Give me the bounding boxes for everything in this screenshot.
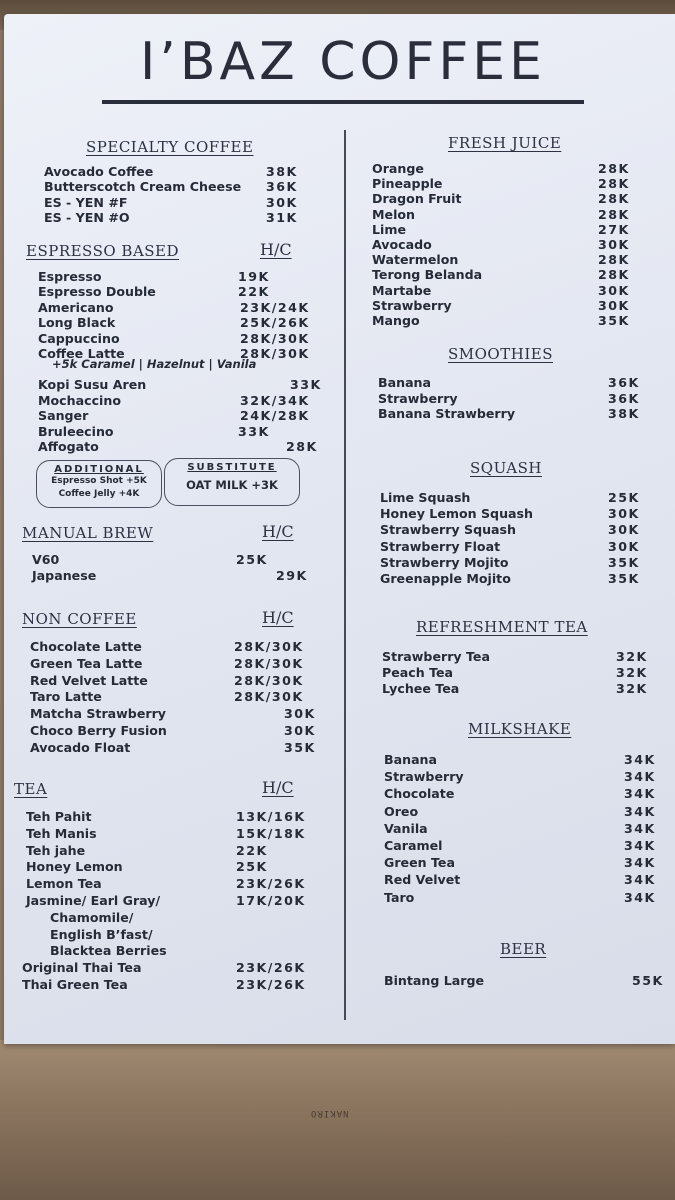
menu-item-name: Blacktea Berries — [50, 943, 167, 959]
menu-item-name: ES - YEN #O — [44, 209, 130, 225]
menu-item-name: Teh Pahit — [26, 809, 92, 824]
menu-item-price: 34K — [624, 769, 656, 785]
menu-item-name: Avocado Float — [30, 739, 131, 755]
menu-title: I’BAZ COFFEE — [139, 32, 547, 92]
menu-item-price: 35K — [284, 739, 316, 755]
menu-item-name: Lychee Tea — [382, 681, 460, 697]
menu-item-price: 34K — [624, 803, 656, 819]
menu-item-price: 36K — [266, 179, 298, 195]
menu-item-name: Strawberry — [384, 769, 464, 785]
menu-item-price: 34K — [624, 872, 656, 888]
menu-item-name: Espresso Double — [38, 284, 156, 300]
menu-item-name: Banana — [378, 375, 432, 390]
menu-item-name: Watermelon — [372, 252, 459, 268]
menu-item-price: 28K/30K — [234, 655, 304, 671]
additional-line: Coffee Jelly +4K — [58, 489, 140, 499]
menu-item-name: Bintang Large — [384, 973, 485, 988]
substitute-heading: SUBSTITUTE — [187, 462, 277, 473]
menu-item-name: Orange — [372, 161, 424, 176]
menu-item-name: Affogato — [38, 439, 99, 454]
menu-item-price: 30K — [608, 538, 640, 554]
menu-item-price: 32K/34K — [240, 392, 310, 408]
menu-item-name: Strawberry — [372, 297, 452, 313]
menu-item-name: ES - YEN #F — [44, 194, 128, 210]
menu-item-name: Americano — [38, 299, 114, 315]
menu-item-name: Kopi Susu Aren — [38, 377, 147, 393]
menu-item-name: Mango — [372, 313, 420, 328]
menu-item-price: 32K — [616, 649, 648, 664]
hot-cold-label: H/C — [262, 522, 294, 541]
table-surface — [0, 1040, 675, 1200]
additional-heading: ADDITIONAL — [54, 464, 144, 475]
menu-item-name: Green Tea Latte — [30, 655, 143, 671]
menu-item-name: Vanila — [384, 820, 428, 836]
section-heading-beer: BEER — [500, 940, 547, 958]
menu-item-price: 15K/18K — [236, 825, 306, 841]
menu-item-price: 22K — [238, 284, 270, 300]
menu-item-price: 25K — [236, 552, 268, 567]
menu-item-price: 34K — [624, 820, 656, 836]
menu-item-price: 33K — [238, 423, 270, 439]
menu-item-price: 30K — [284, 706, 316, 722]
menu-item-name: Taro — [384, 889, 415, 905]
menu-item-name: Sanger — [38, 408, 89, 424]
menu-item-price: 30K — [266, 194, 298, 210]
menu-item-price: 27K — [598, 221, 630, 237]
menu-item-name: English B’fast/ — [50, 926, 153, 942]
substitute-box — [164, 458, 300, 506]
menu-item-price: 28K — [598, 191, 630, 207]
menu-item-name: Red Velvet Latte — [30, 672, 148, 688]
menu-item-price: 38K — [266, 164, 298, 179]
menu-item-name: Pineapple — [372, 176, 443, 192]
menu-item-price: 35K — [598, 313, 630, 328]
menu-item-name: Matcha Strawberry — [30, 706, 166, 722]
menu-item-price: 28K/30K — [240, 330, 310, 346]
menu-item-price: 22K — [236, 842, 268, 858]
menu-item-price: 28K/30K — [240, 346, 310, 361]
menu-item-price: 28K — [598, 206, 630, 222]
section-heading-squash: SQUASH — [470, 459, 542, 477]
menu-item-name: Espresso — [38, 269, 102, 284]
column-divider — [344, 130, 346, 1020]
menu-item-name: Greenapple Mojito — [380, 571, 511, 586]
menu-item-name: Avocado Coffee — [44, 164, 154, 179]
menu-item-price: 13K/16K — [236, 809, 306, 824]
menu-item-name: Banana Strawberry — [378, 406, 516, 422]
menu-item-name: Coffee Latte — [38, 346, 125, 361]
menu-item-name: Chamomile/ — [50, 909, 134, 925]
menu-item-name: Melon — [372, 206, 416, 222]
menu-item-price: 34K — [624, 855, 656, 871]
menu-item-name: V60 — [32, 552, 60, 567]
menu-item-name: Peach Tea — [382, 665, 454, 681]
menu-item-price: 32K — [616, 665, 648, 681]
menu-sheet — [4, 14, 675, 1044]
menu-item-price: 30K — [608, 522, 640, 538]
menu-item-name: Dragon Fruit — [372, 191, 462, 207]
menu-item-price: 28K — [598, 252, 630, 268]
menu-item-price: 29K — [276, 568, 308, 583]
sleeve-stamp: NAKIRO — [310, 1108, 349, 1118]
menu-item-price: 35K — [608, 571, 640, 586]
menu-item-name: Cappuccino — [38, 330, 120, 346]
menu-item-name: Lime Squash — [380, 490, 471, 505]
menu-item-price: 23K/24K — [240, 299, 310, 315]
menu-item-price: 28K — [286, 439, 318, 454]
additional-line: Espresso Shot +5K — [51, 476, 147, 486]
menu-item-price: 28K — [598, 176, 630, 192]
menu-item-name: Green Tea — [384, 855, 455, 871]
menu-item-name: Strawberry Squash — [380, 522, 517, 538]
menu-item-price: 36K — [608, 390, 640, 406]
menu-item-price: 25K — [608, 490, 640, 505]
additional-box — [36, 460, 162, 508]
hot-cold-label: H/C — [262, 778, 294, 797]
espresso-flavor-note: +5k Caramel | Hazelnut | Vanila — [52, 357, 257, 371]
menu-item-price: 17K/20K — [236, 893, 306, 908]
menu-item-price: 30K — [598, 297, 630, 313]
section-heading-tea: TEA — [14, 780, 48, 798]
menu-item-name: Mochaccino — [38, 392, 121, 408]
menu-item-name: Long Black — [38, 315, 116, 331]
menu-item-name: Avocado — [372, 237, 432, 252]
menu-item-price: 30K — [598, 282, 630, 298]
menu-item-price: 25K — [236, 859, 268, 875]
menu-item-price: 30K — [608, 506, 640, 522]
hot-cold-label: H/C — [260, 240, 292, 259]
menu-item-price: 28K/30K — [234, 672, 304, 688]
menu-item-name: Terong Belanda — [372, 267, 483, 283]
menu-item-name: Oreo — [384, 803, 419, 819]
menu-item-price: 30K — [284, 723, 316, 738]
section-heading-smoothies: SMOOTHIES — [448, 345, 553, 363]
menu-item-price: 32K — [616, 681, 648, 697]
menu-item-price: 34K — [624, 752, 656, 767]
menu-item-price: 23K/26K — [236, 977, 306, 992]
menu-item-price: 28K/30K — [234, 639, 304, 654]
menu-item-price: 23K/26K — [236, 876, 306, 892]
menu-item-name: Banana — [384, 752, 438, 767]
menu-item-price: 38K — [608, 406, 640, 422]
menu-item-name: Teh jahe — [26, 842, 86, 858]
hot-cold-label: H/C — [262, 608, 294, 627]
menu-item-price: 19K — [238, 269, 270, 284]
menu-item-name: Thai Green Tea — [22, 977, 128, 992]
menu-item-name: Lime — [372, 221, 407, 237]
menu-item-name: Chocolate Latte — [30, 639, 142, 654]
menu-item-name: Strawberry Mojito — [380, 554, 509, 570]
menu-item-name: Chocolate — [384, 786, 455, 802]
menu-item-price: 31K — [266, 209, 298, 225]
menu-item-price: 34K — [624, 889, 656, 905]
menu-item-price: 30K — [598, 237, 630, 252]
menu-item-name: Taro Latte — [30, 689, 102, 705]
menu-item-name: Lemon Tea — [26, 876, 102, 892]
menu-item-name: Strawberry Float — [380, 538, 501, 554]
menu-item-name: Bruleecino — [38, 423, 114, 439]
title-underline — [102, 100, 584, 104]
menu-item-name: Caramel — [384, 838, 443, 853]
section-heading-espresso: ESPRESSO BASED — [26, 242, 180, 260]
menu-item-name: Japanese — [32, 568, 97, 583]
menu-item-name: Martabe — [372, 282, 432, 298]
menu-item-name: Butterscotch Cream Cheese — [44, 179, 242, 195]
section-heading-non-coffee: NON COFFEE — [22, 610, 137, 628]
menu-item-price: 35K — [608, 554, 640, 570]
substitute-line: OAT MILK +3K — [186, 478, 278, 492]
menu-item-price: 33K — [290, 377, 322, 393]
menu-item-name: Original Thai Tea — [22, 960, 142, 976]
menu-item-name: Red Velvet — [384, 872, 461, 888]
menu-item-price: 55K — [632, 973, 664, 988]
menu-item-price: 25K/26K — [240, 315, 310, 331]
menu-item-price: 28K — [598, 161, 630, 176]
menu-item-name: Strawberry Tea — [382, 649, 490, 664]
menu-item-price: 28K/30K — [234, 689, 304, 705]
menu-item-name: Honey Lemon Squash — [380, 506, 533, 522]
menu-item-price: 28K — [598, 267, 630, 283]
menu-item-price: 34K — [624, 786, 656, 802]
menu-item-name: Honey Lemon — [26, 859, 123, 875]
section-heading-manual-brew: MANUAL BREW — [22, 524, 154, 542]
menu-item-price: 24K/28K — [240, 408, 310, 424]
menu-item-price: 23K/26K — [236, 960, 306, 976]
section-heading-refreshment-tea: REFRESHMENT TEA — [416, 618, 588, 636]
section-heading-milkshake: MILKSHAKE — [468, 720, 572, 738]
menu-item-name: Teh Manis — [26, 825, 97, 841]
menu-item-price: 34K — [624, 838, 656, 853]
menu-item-name: Jasmine/ Earl Gray/ — [26, 893, 161, 908]
section-heading-specialty: SPECIALTY COFFEE — [86, 138, 254, 156]
menu-item-price: 36K — [608, 375, 640, 390]
menu-item-name: Strawberry — [378, 390, 458, 406]
menu-item-name: Choco Berry Fusion — [30, 723, 167, 738]
section-heading-fresh-juice: FRESH JUICE — [448, 134, 562, 152]
